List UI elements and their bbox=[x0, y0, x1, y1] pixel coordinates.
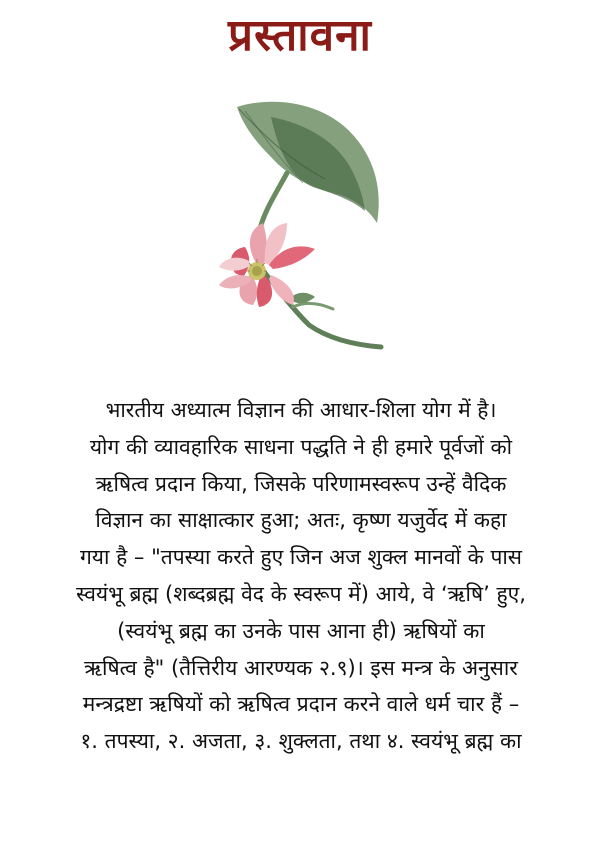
page-title: प्रस्तावना bbox=[228, 10, 372, 61]
text-line-2: योग की व्यावहारिक साधना पद्धति ने ही हमारे पूर्वजों को bbox=[89, 434, 513, 459]
lotus-illustration bbox=[205, 95, 405, 350]
body-paragraph bbox=[14, 392, 588, 760]
text-line-4: विज्ञान का साक्षात्कार हुआ; अतः, कृष्ण यजुर्वेद में कहा bbox=[95, 508, 507, 533]
text-line-3: ऋषित्व प्रदान किया, जिसके परिणामस्वरूप उन्हें वैदिक bbox=[95, 471, 507, 496]
text-line-7: (स्वयंभू ब्रह्म का उनके पास आना ही) ऋषियों का bbox=[117, 618, 485, 643]
text-line-1: भारतीय अध्यात्म विज्ञान की आधार-शिला योग में है। bbox=[105, 398, 497, 422]
text-line-6: स्वयंभू ब्रह्म (शब्दब्रह्म वेद के स्वरूप में) आये, वे ‘ऋषि’ हुए, bbox=[76, 581, 526, 606]
text-line-9: मन्त्रद्रष्टा ऋषियों को ऋषित्व प्रदान करने वाले धर्म चार हैं – bbox=[82, 692, 520, 717]
text-line-5: गया है – "तपस्या करते हुए जिन अज शुक्ल मानवों के पास bbox=[79, 545, 523, 570]
lotus-flower-icon bbox=[205, 95, 405, 350]
text-line-10: १. तपस्या, २. अजता, ३. शुक्लता, तथा ४. स्वयंभू ब्रह्म का bbox=[80, 729, 522, 754]
text-line-8: ऋषित्व है" (तैत्तिरीय आरण्यक २.९)। इस मन्त्र के अनुसार bbox=[84, 655, 518, 680]
